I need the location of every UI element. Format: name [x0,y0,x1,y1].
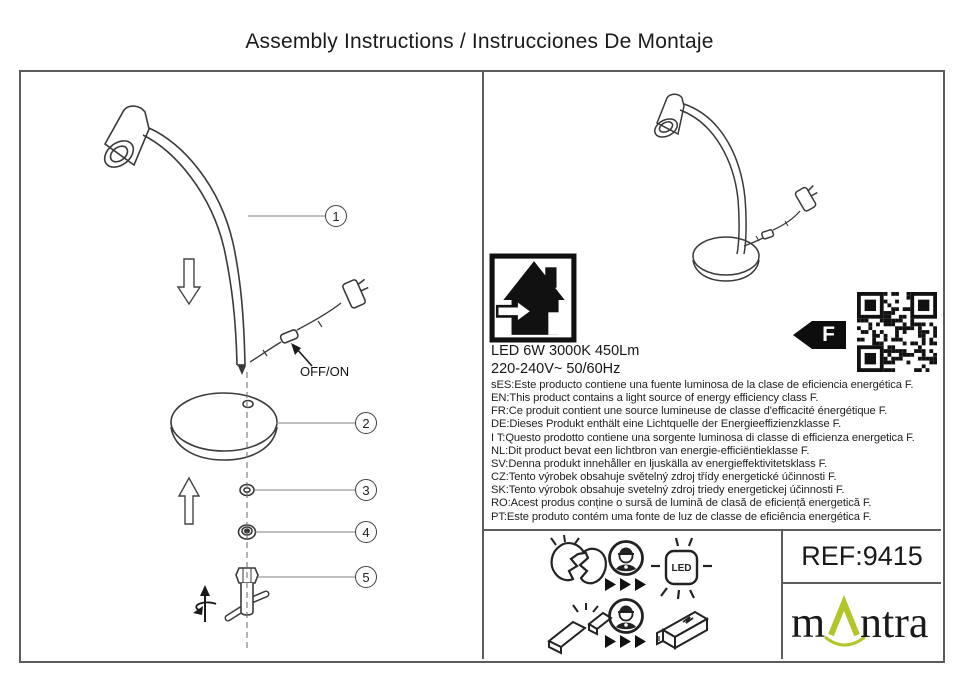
safety-icons [483,530,781,660]
brand-suffix: ntra [860,597,929,647]
callout-lines [248,216,355,577]
off-on-label: OFF/ON [300,364,350,379]
indoor-use-icon [489,253,577,343]
professional-person-icon [610,542,643,575]
energy-efficiency-statements [491,379,942,524]
led-label: LED [671,563,692,574]
part-callout-1 [325,205,347,227]
brand-smile-icon [825,637,865,645]
brand-caret-icon [831,603,857,635]
part-callout-5 [355,566,377,588]
assembled-lamp-diagram [595,88,830,288]
rotate-arrow-icon [193,585,216,622]
part-callout-2 [355,412,377,434]
part-number-4: 4 [362,524,370,540]
part-callout-4 [355,521,377,543]
statement-pt: PT:Este produto contém uma fonte de luz de classe de eficiência energética F. [491,510,872,523]
statement-es: sES:Este producto contiene una fuente luminosa de la clase de eficiencia energética F. [491,379,914,391]
statement-fr: FR:Ce produit contient une source lumineuse de classe d'efficacité énergétique F. [491,405,888,418]
part-number-2: 2 [362,415,370,431]
part-number-5: 5 [362,569,370,585]
page-title: Assembly Instructions / Instrucciones De Montaje [245,30,714,53]
spec-lamp: LED 6W 3000K 450Lm [491,343,640,359]
insert-down-arrow-icon [178,259,200,304]
insert-up-arrow-icon [179,478,199,524]
statement-sv: SV:Denna produkt innehåller en ljuskälla av energieffektivitetsklass F. [491,457,828,470]
replace-arrows-icon [605,578,646,591]
lamp-head-part [100,106,149,172]
broken-lamp-icon [551,535,606,583]
statement-de: DE:Dieses Produkt enthält eine Lichtquelle der Energieeffizienzklasse F. [491,418,842,431]
ref-number: REF:9415 [801,541,923,571]
brand-logo [783,584,941,659]
lamp-arm-part [143,128,245,373]
statement-cz: CZ:Tento výrobek obsahuje světelný zdroj třídy energetické účinnosti F. [491,471,837,484]
qr-code [857,292,937,372]
statement-sk: SK:Tento výrobok obsahuje svetelný zdroj triedy energetickej účinnosti F. [491,484,845,497]
power-cord [250,276,373,362]
statement-it: I T:Questo prodotto contiene una sorgente luminosa di classe di efficienza energetica F. [491,431,915,444]
replace-arrows-icon-2 [605,635,646,648]
house-door [548,312,560,335]
led-module-icon [651,538,712,599]
exploded-view-diagram [19,70,482,661]
driver-box-icon [657,612,707,648]
off-on-pointer [291,343,312,366]
broken-driver-icon [549,603,611,653]
part-callout-3 [355,479,377,501]
statement-en: EN:This product contains a light source of energy efficiency class F. [491,392,819,405]
statement-ro: RO:Acest produs conține o sursă de lumină de clasă de eficiență energetică F. [491,497,872,510]
statement-nl: NL:Dit product bevat een lichtbron van energie-efficiëntieklasse F. [491,444,810,457]
part-number-1: 1 [332,208,340,224]
spec-power: 220-240V~ 50/60Hz [491,361,621,377]
lamp-base-part [171,393,277,460]
plug-icon [342,276,374,309]
part-number-3: 3 [362,482,370,498]
mantra-logo [787,593,937,651]
professional-person-icon-2 [610,600,643,633]
brand-prefix: m [791,597,826,647]
energy-class-label: F [822,323,835,346]
